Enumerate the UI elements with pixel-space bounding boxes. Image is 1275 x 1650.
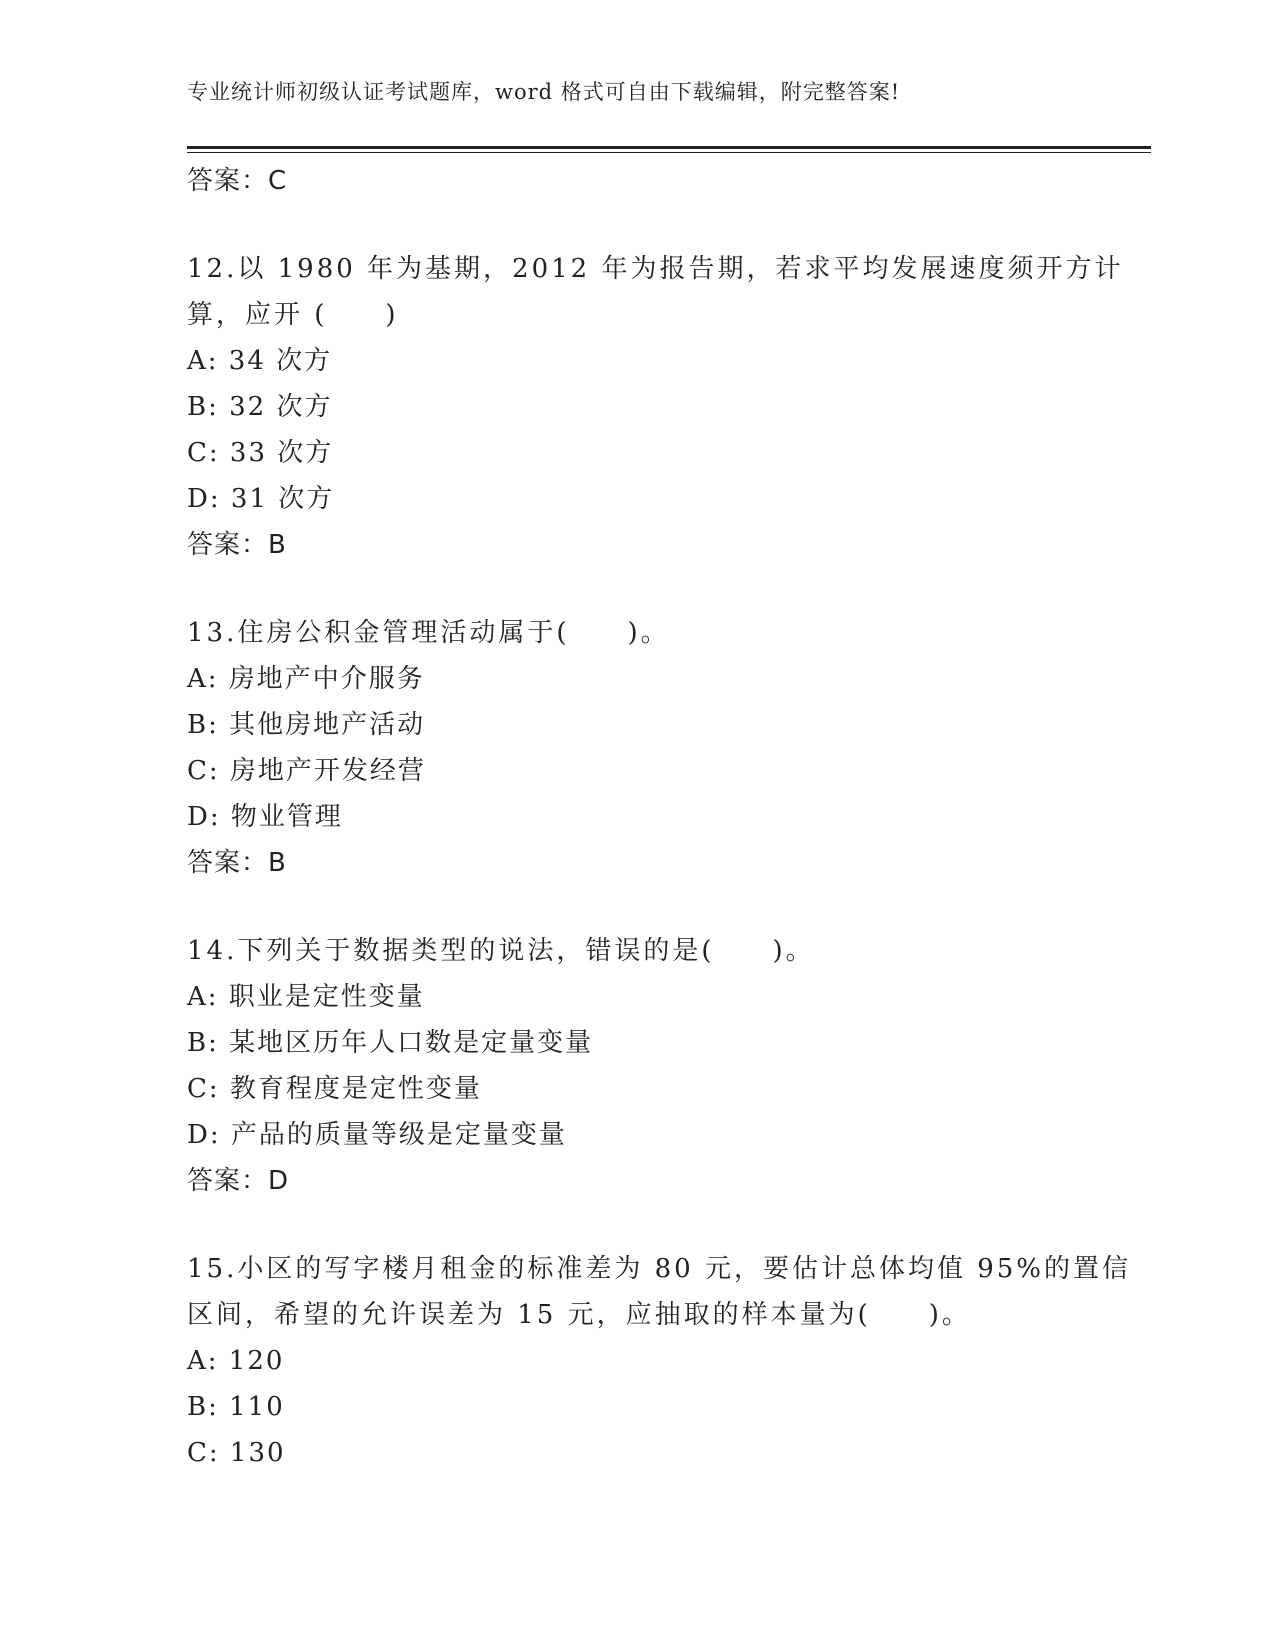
answer-line: 答案：C xyxy=(187,166,288,196)
option-a: A: 120 xyxy=(187,1346,285,1376)
option-d: D: 物业管理 xyxy=(187,802,343,832)
page-header: 专业统计师初级认证考试题库，word 格式可自由下载编辑，附完整答案! xyxy=(187,80,901,104)
option-c: C: 33 次方 xyxy=(187,438,334,468)
option-d: D: 31 次方 xyxy=(187,484,335,514)
document-body xyxy=(187,158,1132,1476)
answer-line: 答案：D xyxy=(187,1166,290,1196)
option-c: C: 教育程度是定性变量 xyxy=(187,1074,482,1104)
option-c: C: 房地产开发经营 xyxy=(187,756,426,786)
option-a: A: 34 次方 xyxy=(187,346,333,376)
header-rule-thick xyxy=(187,146,1151,149)
question-stem: 14.下列关于数据类型的说法，错误的是( )。 xyxy=(187,936,815,966)
question-stem: 13.住房公积金管理活动属于( )。 xyxy=(187,618,670,648)
answer-line: 答案：B xyxy=(187,530,287,560)
option-b: B: 某地区历年人口数是定量变量 xyxy=(187,1028,594,1058)
option-a: A: 房地产中介服务 xyxy=(187,664,425,694)
question-stem: 区间，希望的允许误差为 15 元，应抽取的样本量为( )。 xyxy=(187,1300,971,1330)
option-d: D: 产品的质量等级是定量变量 xyxy=(187,1120,567,1150)
option-a: A: 职业是定性变量 xyxy=(187,982,425,1012)
question-block xyxy=(187,928,1087,1204)
option-c: C: 130 xyxy=(187,1438,286,1468)
option-b: B: 其他房地产活动 xyxy=(187,710,426,740)
header-rule-thin xyxy=(187,152,1151,153)
question-block xyxy=(187,610,1087,886)
question-block xyxy=(187,1246,1132,1476)
option-b: B: 32 次方 xyxy=(187,392,333,422)
question-stem: 12.以 1980 年为基期，2012 年为报告期，若求平均发展速度须开方计 xyxy=(187,254,1124,284)
question-block xyxy=(187,246,1124,568)
question-stem: 15.小区的写字楼月租金的标准差为 80 元，要估计总体均值 95%的置信 xyxy=(187,1254,1132,1284)
question-stem: 算，应开 ( ) xyxy=(187,300,399,330)
option-b: B: 110 xyxy=(187,1392,285,1422)
answer-line: 答案：B xyxy=(187,848,287,878)
